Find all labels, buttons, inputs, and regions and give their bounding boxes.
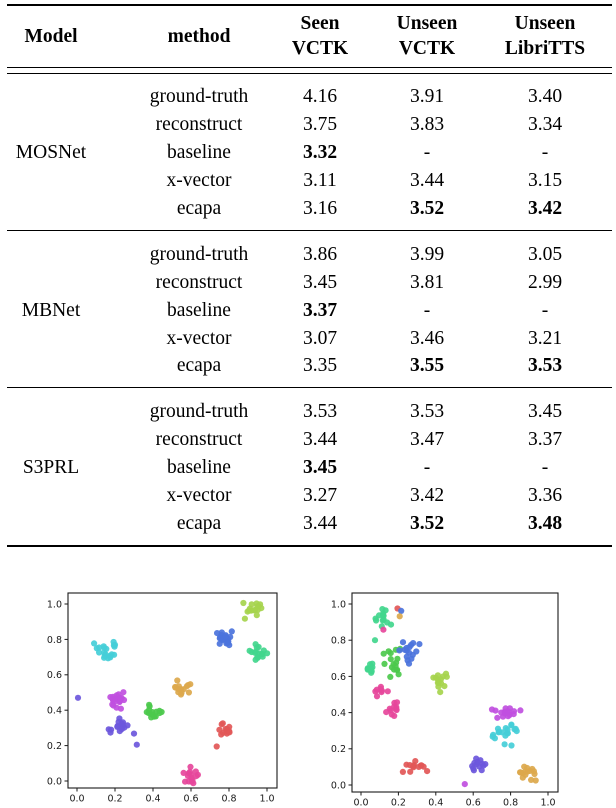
scatter-point	[118, 706, 124, 712]
scatter-point	[380, 617, 386, 623]
scatter-point	[490, 732, 496, 738]
scatter-point	[249, 601, 255, 607]
scatter-point	[106, 726, 112, 732]
scatter-point	[517, 769, 523, 775]
score-cell: 3.42	[409, 485, 445, 507]
scatter-point	[117, 697, 123, 703]
col-header-unseen-libritts: Unseen LibriTTS	[504, 13, 586, 59]
score-cell: 3.37	[527, 429, 563, 451]
score-cell: 3.15	[527, 170, 563, 192]
score-cell: 3.44	[409, 170, 445, 192]
score-cell: 3.52	[409, 198, 445, 219]
scatter-point	[391, 713, 397, 719]
y-tick-label: 0.4	[46, 705, 62, 717]
scatter-point	[402, 647, 408, 653]
scatter-point	[378, 689, 384, 695]
scatter-point	[185, 773, 191, 779]
y-tick-label: 0.2	[330, 744, 346, 756]
scatter-point	[407, 762, 413, 768]
method-label: ground-truth	[149, 86, 249, 108]
score-cell: 3.37	[302, 299, 338, 321]
method-label: ground-truth	[149, 401, 249, 423]
score-cell: 3.47	[409, 429, 445, 451]
method-label: reconstruct	[155, 114, 243, 136]
score-cell: 3.45	[302, 457, 338, 479]
scatter-point	[398, 608, 404, 614]
scatter-point	[511, 711, 517, 717]
tsne-plot-left-svg	[30, 585, 286, 808]
scatter-point	[435, 680, 441, 686]
scatter-point	[462, 781, 468, 787]
score-cell: 3.91	[409, 86, 445, 108]
x-tick-label: 0.4	[145, 793, 161, 805]
y-tick-label: 0.0	[46, 776, 62, 788]
scatter-point	[157, 710, 163, 716]
method-label: x-vector	[166, 170, 232, 192]
scatter-point	[252, 650, 258, 656]
scatter-point	[520, 775, 526, 781]
scatter-point	[186, 689, 192, 695]
scatter-point	[148, 711, 154, 717]
scatter-point	[400, 639, 406, 645]
score-cell: 3.11	[303, 170, 337, 192]
scatter-point	[94, 645, 100, 651]
score-cell: 3.48	[527, 512, 563, 534]
score-cell: 3.44	[302, 512, 338, 534]
scatter-point	[174, 677, 180, 683]
score-cell: 3.42	[527, 198, 563, 219]
scatter-point	[225, 640, 231, 646]
scatter-point	[187, 764, 193, 770]
method-label: x-vector	[166, 327, 232, 349]
x-tick-label: 0.0	[353, 797, 369, 808]
scatter-point	[110, 702, 116, 708]
scatter-point	[217, 641, 223, 647]
tsne-plot-right-svg	[322, 585, 570, 808]
scatter-point	[107, 694, 113, 700]
scatter-point	[385, 688, 391, 694]
scatter-point	[373, 616, 379, 622]
x-tick-label: 0.6	[465, 797, 481, 808]
score-cell: 3.99	[409, 243, 445, 265]
score-cell: 3.34	[527, 114, 563, 136]
score-cell: 3.44	[302, 429, 338, 451]
scatter-point	[533, 777, 539, 783]
scatter-point	[387, 674, 393, 680]
score-cell: 3.16	[302, 198, 338, 219]
table-group-mosnet	[0, 74, 616, 230]
score-cell: 4.16	[302, 86, 338, 108]
score-cell: 3.07	[302, 327, 338, 349]
score-cell: 3.83	[409, 114, 445, 136]
scatter-point	[502, 710, 508, 716]
method-label: baseline	[167, 457, 231, 479]
score-cell: 3.21	[527, 327, 563, 349]
score-cell: 2.99	[527, 271, 563, 293]
scatter-point	[182, 779, 188, 785]
scatter-point	[521, 764, 527, 770]
y-tick-label: 0.6	[330, 671, 346, 683]
x-tick-label: 0.2	[107, 793, 123, 805]
scatter-point	[219, 721, 225, 727]
scatter-point	[147, 703, 153, 709]
tsne-plot-left	[30, 585, 286, 808]
scatter-point	[408, 642, 414, 648]
scatter-point	[226, 729, 232, 735]
model-label: MOSNet	[15, 142, 87, 164]
score-cell: 3.46	[409, 327, 445, 349]
scatter-point	[496, 729, 502, 735]
y-tick-label: 1.0	[46, 599, 62, 611]
scatter-point	[365, 665, 371, 671]
x-tick-label: 0.0	[69, 793, 85, 805]
scatter-point	[494, 715, 500, 721]
scatter-point	[119, 726, 125, 732]
scatter-point	[242, 616, 248, 622]
score-cell: 3.86	[302, 243, 338, 265]
score-cell: 3.45	[527, 401, 563, 423]
scatter-point	[181, 686, 187, 692]
method-label: baseline	[167, 142, 231, 164]
scatter-point	[421, 764, 427, 770]
table-bottom-rule	[7, 545, 612, 547]
score-cell: 3.53	[527, 355, 563, 377]
scatter-point	[531, 771, 537, 777]
score-cell: -	[541, 457, 549, 479]
x-tick-label: 0.2	[390, 797, 406, 808]
scatter-point	[476, 764, 482, 770]
scatter-point	[482, 761, 488, 767]
scatter-point	[430, 675, 436, 681]
scatter-point	[394, 656, 400, 662]
scatter-point	[508, 722, 514, 728]
method-label: ecapa	[176, 512, 222, 534]
scatter-point	[250, 607, 256, 613]
col-header-model: Model	[24, 25, 78, 47]
model-label: MBNet	[21, 299, 81, 321]
scatter-point	[437, 689, 443, 695]
x-tick-label: 1.0	[259, 793, 275, 805]
y-tick-label: 0.4	[330, 708, 346, 719]
score-cell: 3.52	[409, 512, 445, 534]
scatter-point	[412, 758, 418, 764]
x-tick-label: 0.8	[503, 797, 519, 808]
y-tick-label: 0.8	[46, 634, 62, 646]
x-tick-label: 0.8	[221, 793, 237, 805]
method-label: ground-truth	[149, 243, 249, 265]
method-label: x-vector	[166, 485, 232, 507]
score-cell: 3.40	[527, 86, 563, 108]
y-tick-label: 1.0	[330, 599, 346, 611]
scatter-point	[214, 743, 220, 749]
scatter-point	[388, 707, 394, 713]
scatter-point	[441, 683, 447, 689]
scatter-point	[508, 742, 514, 748]
scatter-point	[75, 695, 81, 701]
col-header-method: method	[167, 25, 231, 47]
col-header-unseen-vctk: Unseen VCTK	[396, 13, 458, 59]
scatter-point	[120, 689, 126, 695]
model-label: S3PRL	[22, 457, 80, 479]
scatter-point	[259, 651, 265, 657]
y-tick-label: 0.8	[330, 635, 346, 647]
scatter-point	[391, 661, 397, 667]
scatter-point	[381, 651, 387, 657]
score-cell: 3.36	[527, 485, 563, 507]
scatter-point	[101, 643, 107, 649]
method-label: reconstruct	[155, 271, 243, 293]
scatter-point	[247, 648, 253, 654]
method-label: ecapa	[176, 355, 222, 377]
method-label: ecapa	[176, 198, 222, 219]
scatter-point	[394, 699, 400, 705]
score-cell: 3.55	[409, 355, 445, 377]
scatter-point	[407, 769, 413, 775]
y-tick-label: 0.6	[46, 670, 62, 682]
score-cell: 3.75	[302, 114, 338, 136]
x-tick-label: 0.4	[428, 797, 444, 808]
scatter-point	[396, 647, 402, 653]
table-body	[0, 74, 616, 545]
scatter-point	[372, 637, 378, 643]
scatter-point	[245, 609, 251, 615]
scatter-point	[379, 606, 385, 612]
scatter-point	[111, 652, 117, 658]
scatter-point	[502, 733, 508, 739]
table-group-mbnet	[0, 231, 616, 387]
scatter-point	[111, 642, 117, 648]
y-tick-label: 0.2	[46, 741, 62, 752]
method-label: reconstruct	[155, 429, 243, 451]
score-cell: -	[423, 457, 431, 479]
scatter-point	[195, 772, 201, 778]
tsne-plot-right	[322, 585, 570, 808]
scatter-point	[400, 769, 406, 775]
scatter-point	[131, 731, 137, 737]
scatter-point	[470, 765, 476, 771]
scatter-point	[413, 648, 419, 654]
scatter-point	[222, 633, 228, 639]
scatter-point	[489, 706, 495, 712]
scatter-point	[240, 600, 246, 606]
scatter-point	[229, 628, 235, 634]
scatter-point	[443, 671, 449, 677]
score-cell: 3.81	[409, 271, 445, 293]
score-cell: 3.32	[302, 142, 338, 164]
score-cell: 3.45	[302, 271, 338, 293]
scatter-point	[380, 627, 386, 633]
score-cell: 3.53	[302, 401, 338, 423]
score-cell: 3.35	[302, 355, 338, 377]
score-cell: 3.05	[527, 243, 563, 265]
scatter-point	[502, 741, 508, 747]
score-cell: 3.53	[409, 401, 445, 423]
scatter-point	[416, 641, 422, 647]
x-tick-label: 0.6	[183, 793, 199, 805]
table-group-s3prl	[0, 388, 616, 544]
scatter-point	[517, 707, 523, 713]
method-label: baseline	[167, 299, 231, 321]
score-cell: 3.27	[302, 485, 338, 507]
scatter-point	[190, 780, 196, 786]
score-cell: -	[423, 142, 431, 164]
scatter-point	[404, 654, 410, 660]
scatter-point	[381, 661, 387, 667]
scatter-point	[388, 622, 394, 628]
col-header-seen-vctk: Seen VCTK	[291, 13, 349, 59]
scatter-point	[394, 667, 400, 673]
scatter-point	[218, 731, 224, 737]
score-cell: -	[541, 142, 549, 164]
score-cell: -	[541, 299, 549, 321]
x-tick-label: 1.0	[540, 797, 556, 808]
table-header-row	[0, 6, 616, 67]
score-cell: -	[423, 299, 431, 321]
y-tick-label: 0.0	[330, 780, 346, 792]
scatter-point	[134, 742, 140, 748]
scatter-point	[397, 613, 403, 619]
scatter-point	[101, 650, 107, 656]
scatter-point	[256, 644, 262, 650]
